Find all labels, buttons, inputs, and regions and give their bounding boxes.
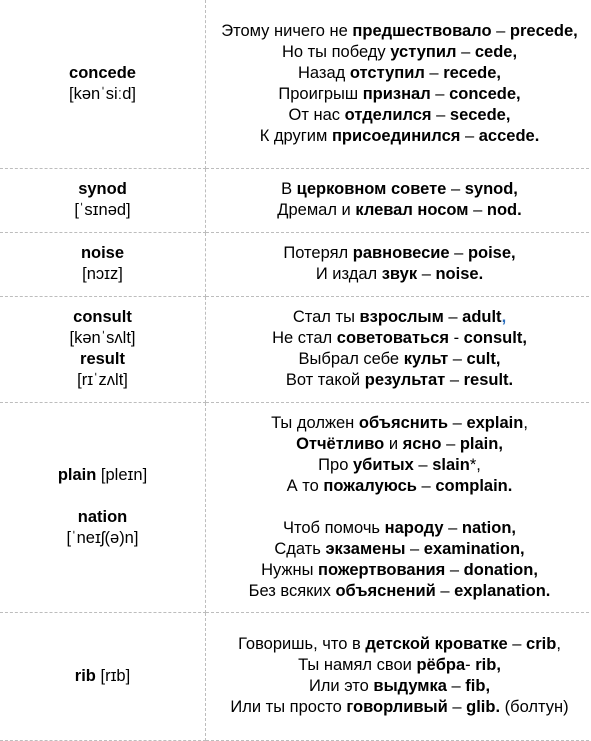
line-text: – [416,476,436,495]
poem-line [208,655,591,676]
highlighted-word: donation, [463,560,538,579]
line-text: – [430,84,450,103]
line-text: Не стал [272,329,337,347]
table-row [0,168,591,232]
highlighted-word: отделился [344,105,432,124]
highlighted-word: уступил [390,42,457,61]
line-text: Ты должен [271,413,359,432]
transcription: [kənˈsiːd] [69,84,136,103]
line-text: – [445,371,464,389]
line-text: В [281,180,297,198]
line-text: А то [286,476,324,495]
highlighted-word: recede, [443,63,501,82]
poem-cell [206,612,591,740]
highlighted-word: объяснений [335,581,436,600]
word-entry [2,666,203,687]
highlighted-word: рёбра [416,656,466,674]
highlighted-word: slain [432,455,470,474]
poem-line [208,21,591,42]
word-cell [0,296,206,402]
highlighted-word: предшествовало [352,21,492,40]
line-text: – [446,677,466,695]
line-text: – [435,581,455,600]
highlighted-word: result. [463,371,514,389]
line-text: Сдать [274,539,326,558]
poem-line [208,126,591,147]
poem-cell [206,296,591,402]
word-cell [0,232,206,296]
line-text: Назад [298,63,350,82]
english-word: synod [78,180,127,198]
highlighted-word: объяснить [358,413,449,432]
transcription: [rɪb] [100,666,131,685]
line-text: Говоришь, что в [238,635,366,653]
transcription: [nɔɪz] [82,265,123,283]
line-text: – [445,560,464,579]
poem-line [208,634,591,655]
poem-line [208,42,591,63]
highlighted-word: adult [462,308,502,326]
line-text: Этому ничего не [221,21,353,40]
poem-line [208,328,591,349]
highlighted-word: звук [381,265,418,283]
highlighted-word: precede, [509,21,578,40]
highlighted-word: cede, [474,42,518,61]
highlighted-word: присоединился [331,126,461,145]
line-text: И издал [315,265,382,283]
highlighted-word: secede, [449,105,511,124]
highlighted-word: советоваться [336,329,449,347]
poem-line [208,105,591,126]
highlighted-word: concede, [449,84,521,103]
line-text: Выбрал себе [298,350,404,368]
word-entry [2,465,203,486]
line-text: , [523,413,528,432]
poem-line [208,370,591,391]
highlighted-word: cult, [466,350,501,368]
highlighted-word: explain [466,413,524,432]
poem-line [208,539,591,560]
poem-line [208,264,591,285]
highlighted-word: результат [364,371,446,389]
highlighted-word: rib, [475,656,501,674]
poem-line [208,676,591,697]
highlighted-word: ясно [402,434,442,453]
word-cell [0,168,206,232]
table-row [0,612,591,740]
poem-line [208,581,591,602]
line-text: Стал ты [292,308,360,326]
highlighted-word: выдумка [373,677,447,695]
line-text: – [443,308,463,326]
line-text: – [446,180,465,198]
line-text: , [501,308,507,326]
highlighted-word: взрослым [359,308,444,326]
poem-cell [206,168,591,232]
line-text: , [556,635,561,653]
line-text: Нужны [261,560,319,579]
english-word: concede [69,63,136,82]
highlighted-word: nation, [461,518,516,537]
line-text: – [413,455,433,474]
line-text: и [384,434,403,453]
line-text: – [448,350,467,368]
poem-line [208,560,591,581]
highlighted-word: plain, [459,434,503,453]
line-text: Чтоб помочь [282,518,385,537]
line-text: – [449,244,468,262]
poem-cell [206,0,591,168]
word-cell [0,402,206,612]
highlighted-word: культ [403,350,449,368]
highlighted-word: признал [362,84,431,103]
highlighted-word: детской кроватке [365,635,508,653]
line-text: Потерял [283,244,353,262]
poem-line [208,349,591,370]
poem-line [208,413,591,434]
line-text: Без всяких [248,581,336,600]
poem-line [208,476,591,497]
poem-line [208,84,591,105]
table-row [0,296,591,402]
highlighted-word: говорливый [346,698,448,716]
highlighted-word: accede. [478,126,540,145]
transcription: [pleɪn] [100,466,148,484]
highlighted-word: народу [384,518,444,537]
highlighted-word: examination, [423,539,525,558]
line-text: Но ты победу [281,42,391,61]
line-text: – [431,105,450,124]
line-text: Про [318,455,353,474]
poem-line [208,63,591,84]
line-text: Или это [308,677,374,695]
highlighted-word: noise. [435,265,484,283]
line-text: От нас [288,105,345,124]
line-text: – [441,434,460,453]
highlighted-word: glib. [466,698,501,716]
highlighted-word: пожалуюсь [323,476,417,495]
poem-line [208,200,591,221]
table-row [0,0,591,168]
english-word: consult [73,308,132,326]
line-text: - [448,329,464,347]
english-word: result [80,350,125,368]
highlighted-word: nod. [486,201,522,219]
transcription: [ˈsɪnəd] [74,201,131,219]
poem-line [208,243,591,264]
highlighted-word: Отчётливо [296,434,385,453]
line-text: Вот такой [285,371,365,389]
poem-cell [206,232,591,296]
poem-line [208,518,591,539]
poem-line [208,434,591,455]
english-word: nation [77,508,128,526]
poem-line [208,455,591,476]
highlighted-word: отступил [349,63,425,82]
line-text: – [468,201,487,219]
highlighted-word: complain. [435,476,513,495]
line-text: – [456,42,475,61]
line-text: *, [469,455,481,474]
line-text: Или ты просто [230,698,347,716]
highlighted-word: равновесие [352,244,450,262]
poem-line [208,697,591,718]
highlighted-word: fib, [465,677,491,695]
line-text: Проигрыш [278,84,363,103]
line-text: Дремал и [277,201,356,219]
line-text: К другим [259,126,332,145]
word-cell [0,612,206,740]
line-text: Ты намял свои [298,656,417,674]
highlighted-word: explanation. [454,581,551,600]
transcription: [ˈneɪʃ(ə)n] [66,529,139,547]
english-word: plain [57,466,97,484]
line-text: - [465,656,476,674]
blank-line [2,486,203,507]
transcription: [rɪˈzʌlt] [77,371,128,389]
highlighted-word: экзамены [325,539,406,558]
highlighted-word: клевал носом [355,201,469,219]
word-cell [0,0,206,168]
line-text: – [448,413,467,432]
poem-line [208,179,591,200]
line-text: (болтун) [500,698,569,716]
line-text: – [507,635,527,653]
highlighted-word: crib [526,635,557,653]
line-text: – [491,21,510,40]
table-row [0,402,591,612]
poem-cell [206,402,591,612]
line-text: – [417,265,436,283]
table-row [0,232,591,296]
highlighted-word: церковном совете [296,180,447,198]
line-text: – [405,539,424,558]
line-text: – [443,518,462,537]
blank-line [208,497,591,518]
highlighted-word: пожертвования [318,560,446,579]
highlighted-word: poise, [467,244,516,262]
english-word: rib [74,666,96,685]
line-text: – [424,63,444,82]
highlighted-word: убитых [352,455,414,474]
line-text: – [460,126,479,145]
english-word: noise [80,244,125,262]
highlighted-word: synod, [464,180,518,198]
poem-line [208,307,591,328]
highlighted-word: consult, [463,329,527,347]
line-text: – [447,698,467,716]
transcription: [kənˈsʌlt] [69,329,136,347]
